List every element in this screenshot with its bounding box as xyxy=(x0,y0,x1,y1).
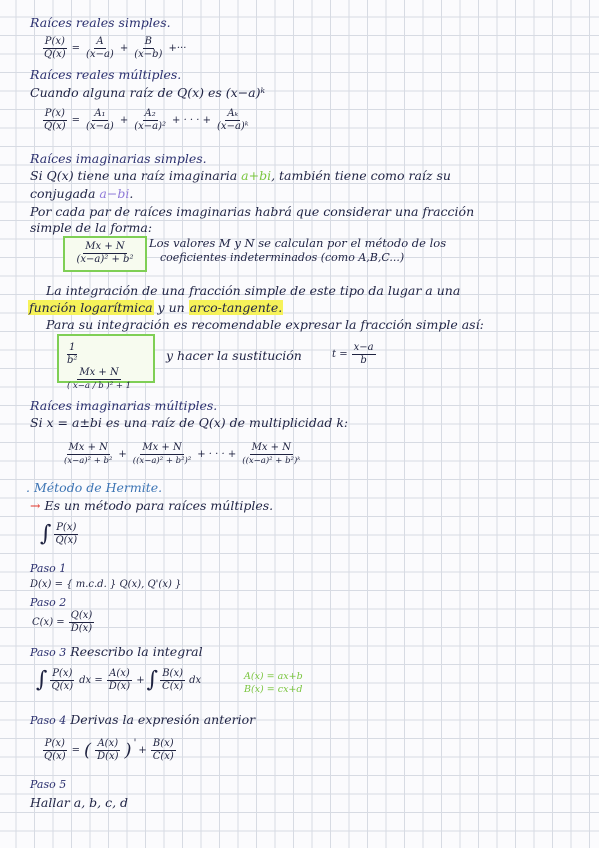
note-line: coeficientes indeterminados (como A,B,C...) xyxy=(160,251,405,264)
integral-formula: ∫ $\frac{P(x)}{Q(x)}$ xyxy=(40,521,78,547)
formula-simple-real: $\frac{P(x)}{Q(x)}$ = $\frac{A}{(x-a)}$ + $\frac{B}{(x-b)}$ +··· xyxy=(44,36,187,60)
text-line: y hacer la sustitución xyxy=(166,348,302,363)
text-line: simple de la forma: xyxy=(30,220,153,235)
text-line: → Es un método para raíces múltiples. xyxy=(30,498,274,513)
section-title-hermite: . Método de Hermite. xyxy=(26,480,163,495)
text-line: Cuando alguna raíz de Q(x) es (x−a)ᵏ xyxy=(30,85,266,100)
text-line: Si Q(x) tiene una raíz imaginaria a+bi, también tiene como raíz su xyxy=(30,168,451,183)
step4-formula: $\frac{P(x)}{Q(x)}$ = ( $\frac{A(x)}{D(x)}$ ) '+ $\frac{B(x)}{C(x)}$ xyxy=(44,738,174,762)
step5-line: Hallar a, b, c, d xyxy=(30,795,129,810)
step2-formula: C(x) = $\frac{Q(x)}{D(x)}$ xyxy=(32,610,93,634)
section-title-simple-real: Raíces reales simples. xyxy=(30,15,171,30)
text-line: La integración de una fracción simple de este tipo da lugar a una xyxy=(46,283,461,298)
step-label: Paso 5 xyxy=(30,778,67,791)
text-line: función logarítmica y un arco-tangente. xyxy=(29,300,283,315)
green-note: A(x) = ax+b xyxy=(244,671,303,682)
note-line: Los valores M y N se calculan por el método de los xyxy=(149,236,447,250)
step-label: Paso 2 xyxy=(30,596,67,609)
step-label: Paso 1 xyxy=(30,562,67,575)
step3-formula: ∫ $\frac{P(x)}{Q(x)}$ dx = $\frac{A(x)}{D(x)}$ +∫ $\frac{B(x)}{C(x)}$ dx xyxy=(36,667,202,693)
formula-multiple-real: $\frac{P(x)}{Q(x)}$ = $\frac{\text{A₁}}{(x-a)}$ + $\frac{\text{A₂}}{\text{(x−a)²}}$ + · · · + $\frac{\text{Aₖ}}{\text{(x−a)ᵏ}}$ xyxy=(44,108,249,132)
section-title-simple-imag: Raíces imaginarias simples. xyxy=(30,151,207,166)
step1-formula: D(x) = { m.c.d. } Q(x), Q'(x) } xyxy=(30,579,182,590)
text-line: conjugada a−bi. xyxy=(30,186,134,201)
boxed-formula: $\frac{Mx + N}{\text{(x−a)² + b²}}$ xyxy=(63,236,147,272)
step-line: Paso 3 Reescribo la integral xyxy=(30,644,203,659)
text-line: Si x = a±bi es una raíz de Q(x) de multiplicidad k: xyxy=(30,415,349,430)
arrow-bullet-icon: → xyxy=(30,498,41,513)
section-title-multiple-imag: Raíces imaginarias múltiples. xyxy=(30,398,218,413)
text-line: Para su integración es recomendable expresar la fracción simple así: xyxy=(46,317,484,332)
substitution-formula: t = $\frac{x-a}{b}$ xyxy=(332,342,374,366)
formula-multiple-imag: $\frac{Mx + N}{\text{(x−a)² + b²}}$ + $\frac{Mx + N}{\text{((x−a)² + b²)²}}$ + · · · + $\frac{Mx + N}{\text{((x−a)² + b²)ᵏ}}$ xyxy=(64,442,301,466)
text-line: Por cada par de raíces imaginarias habrá que considerar una fracción xyxy=(30,204,475,219)
green-note: B(x) = cx+d xyxy=(244,684,303,695)
step-line: Paso 4 Derivas la expresión anterior xyxy=(30,712,256,727)
boxed-formula: $\frac{1}{\text{b²}}$ $\frac{Mx + N}{\text{( x−a / b )² + 1}}$ xyxy=(57,334,155,383)
section-title-multiple-real: Raíces reales múltiples. xyxy=(30,67,182,82)
